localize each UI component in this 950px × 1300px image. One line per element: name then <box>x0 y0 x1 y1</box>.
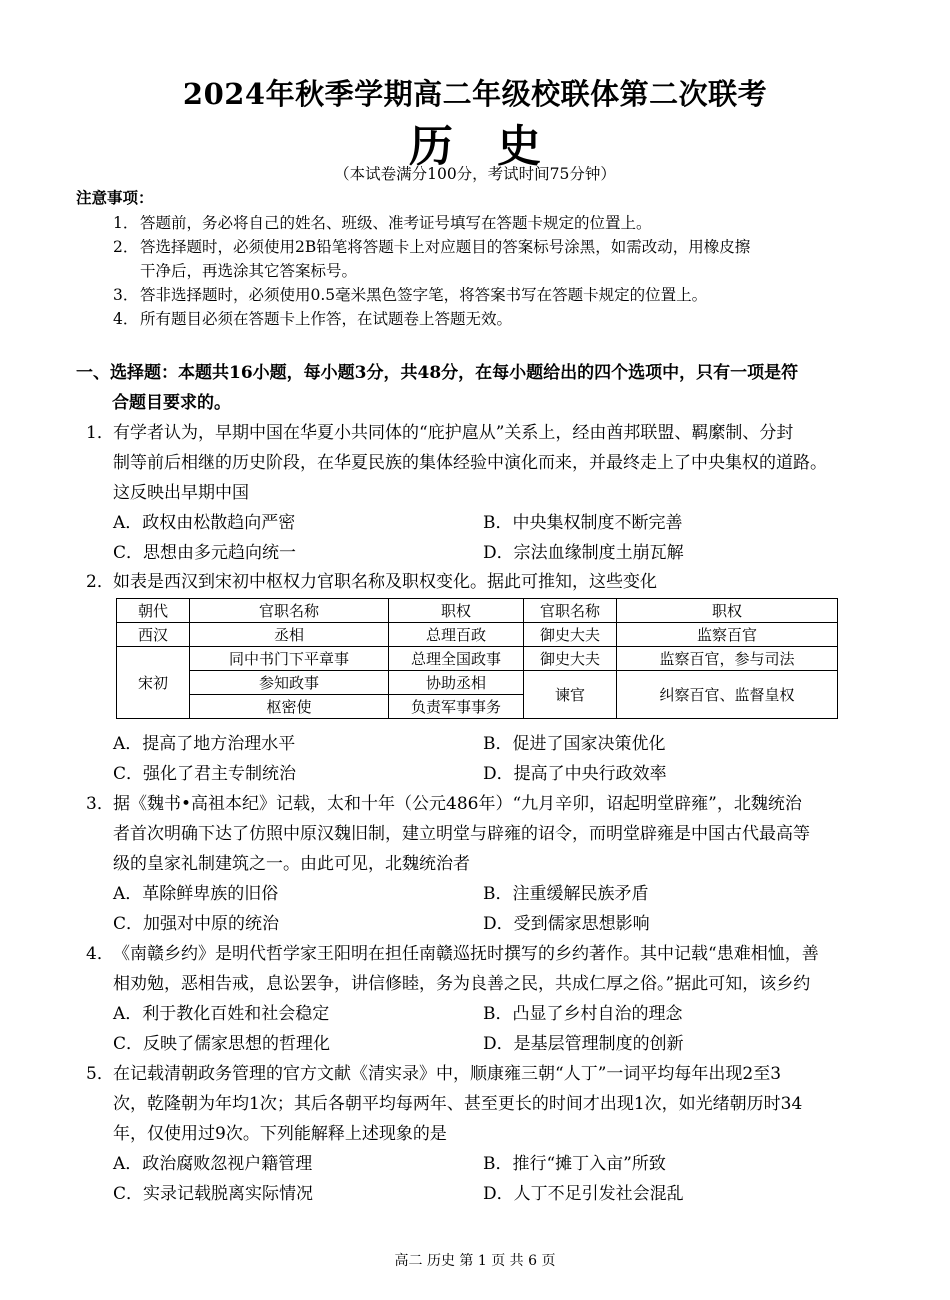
question-stem: 在记载清朝政务管理的官方文献《清实录》中，顺康雍三朝“人丁”一词平均每年出现2至3 <box>113 1064 782 1084</box>
question-stem: 据《魏书•高祖本纪》记载，太和十年（公元486年）“九月辛卯，诏起明堂辟雍”，北魏统治 <box>113 794 802 814</box>
option: D．提高了中央行政效率 <box>483 764 667 784</box>
question-stem: 次，乾隆朝为年均1次；其后各朝平均每两年、甚至更长的时间才出现1次，如光绪朝历时34 <box>113 1094 803 1114</box>
page-footer: 高二 历史 第 1 页 共 6 页 <box>394 1253 556 1269</box>
office-table <box>116 598 838 719</box>
option: A．政权由松散趋向严密 <box>113 513 296 533</box>
question-2 <box>86 567 876 597</box>
question-number: 5． <box>86 1064 114 1084</box>
option: C．反映了儒家思想的哲理化 <box>113 1034 331 1054</box>
option: A．革除鲜卑族的旧俗 <box>113 884 279 904</box>
table-cell: 御史大夫 <box>524 647 617 671</box>
subject-char-1: 历 <box>409 121 453 172</box>
table-header: 朝代 <box>117 599 190 623</box>
question-5-options <box>113 1149 873 1209</box>
section-line: 一、选择题：本题共16小题，每小题3分，共48分，在每小题给出的四个选项中，只有一项是符 <box>76 363 799 383</box>
table-cell: 协助丞相 <box>389 671 524 695</box>
notice-num: 1． <box>113 214 139 232</box>
question-number: 3． <box>86 794 114 814</box>
table-cell: 参知政事 <box>190 671 389 695</box>
question-4 <box>86 939 876 999</box>
option: B．中央集权制度不断完善 <box>483 513 683 533</box>
option: B．凸显了乡村自治的理念 <box>483 1004 683 1024</box>
option: A．政治腐败忽视户籍管理 <box>113 1154 313 1174</box>
question-stem: 级的皇家礼制建筑之一。由此可见，北魏统治者 <box>113 854 470 874</box>
table-cell: 总理百政 <box>389 623 524 647</box>
question-4-options <box>113 999 873 1059</box>
notice-text: 答题前，务必将自己的姓名、班级、准考证号填写在答题卡规定的位置上。 <box>140 214 652 232</box>
table-cell: 监察百官 <box>617 623 838 647</box>
exam-info: （本试卷满分100分，考试时间75分钟） <box>334 165 616 183</box>
option: B．推行“摊丁入亩”所致 <box>483 1154 666 1174</box>
table-header: 官职名称 <box>190 599 389 623</box>
exam-title: 2024年秋季学期高二年级校联体第二次联考 <box>182 77 768 111</box>
section-line: 合题目要求的。 <box>112 393 231 413</box>
question-stem: 如表是西汉到宋初中枢权力官职名称及职权变化。据此可推知，这些变化 <box>113 572 657 592</box>
subject-char-2: 史 <box>497 121 541 172</box>
question-1-options <box>113 508 873 568</box>
question-stem: 制等前后相继的历史阶段，在华夏民族的集体经验中演化而来，并最终走上了中央集权的道路。 <box>113 453 827 473</box>
table-cell: 宋初 <box>117 647 190 719</box>
question-1 <box>86 418 876 508</box>
option: C．强化了君主专制统治 <box>113 764 297 784</box>
notice-title: 注意事项： <box>76 188 154 207</box>
table-row <box>117 623 838 647</box>
option: A．提高了地方治理水平 <box>113 734 296 754</box>
table-header-row <box>117 599 838 623</box>
option: D．人丁不足引发社会混乱 <box>483 1184 684 1204</box>
table-header: 官职名称 <box>524 599 617 623</box>
table-cell: 纠察百官、监督皇权 <box>617 671 838 719</box>
question-stem: 者首次明确下达了仿照中原汉魏旧制，建立明堂与辟雍的诏令，而明堂辟雍是中国古代最高等 <box>113 824 810 844</box>
option: D．是基层管理制度的创新 <box>483 1034 684 1054</box>
table-cell: 负责军事事务 <box>389 695 524 719</box>
table-cell: 同中书门下平章事 <box>190 647 389 671</box>
option: D．受到儒家思想影响 <box>483 914 650 934</box>
option: B．注重缓解民族矛盾 <box>483 884 649 904</box>
option: C．思想由多元趋向统一 <box>113 543 297 563</box>
question-number: 2． <box>86 572 114 592</box>
question-stem: 这反映出早期中国 <box>113 483 249 503</box>
table-cell: 监察百官，参与司法 <box>617 647 838 671</box>
notice-text: 答选择题时，必须使用2B铅笔将答题卡上对应题目的答案标号涂黑，如需改动，用橡皮擦 <box>140 238 751 256</box>
question-5 <box>86 1059 876 1149</box>
notice-num: 3． <box>113 286 139 304</box>
table-cell: 枢密使 <box>190 695 389 719</box>
table-row <box>117 647 838 671</box>
notice-item <box>113 211 883 331</box>
question-number: 4． <box>86 944 114 964</box>
question-number: 1． <box>86 423 114 443</box>
table-cell: 总理全国政事 <box>389 647 524 671</box>
notice-text-cont: 干净后，再选涂其它答案标号。 <box>140 262 358 280</box>
table-header: 职权 <box>389 599 524 623</box>
table-row <box>117 671 838 695</box>
notice-num: 2． <box>113 238 139 256</box>
question-stem: 相劝勉，恶相告戒，息讼罢争，讲信修睦，务为良善之民，共成仁厚之俗。”据此可知，该乡约 <box>113 974 811 994</box>
option: D．宗法血缘制度土崩瓦解 <box>483 543 684 563</box>
notice-num: 4． <box>113 310 139 328</box>
table-header: 职权 <box>617 599 838 623</box>
table-cell: 丞相 <box>190 623 389 647</box>
table-cell: 西汉 <box>117 623 190 647</box>
notice-text: 所有题目必须在答题卡上作答，在试题卷上答题无效。 <box>140 310 513 328</box>
option: C．加强对中原的统治 <box>113 914 280 934</box>
question-2-options <box>113 729 873 789</box>
section-heading <box>76 358 876 418</box>
option: C．实录记载脱离实际情况 <box>113 1184 314 1204</box>
notice-text: 答非选择题时，必须使用0.5毫米黑色签字笔，将答案书写在答题卡规定的位置上。 <box>140 286 708 304</box>
question-stem: 年，仅使用过9次。下列能解释上述现象的是 <box>113 1124 447 1144</box>
option: B．促进了国家决策优化 <box>483 734 666 754</box>
table-cell: 御史大夫 <box>524 623 617 647</box>
table-cell: 谏官 <box>524 671 617 719</box>
question-stem: 有学者认为，早期中国在华夏小共同体的“庇护扈从”关系上，经由酋邦联盟、羁縻制、分封 <box>113 423 794 443</box>
question-3-options <box>113 879 873 939</box>
question-stem: 《南赣乡约》是明代哲学家王阳明在担任南赣巡抚时撰写的乡约著作。其中记载“患难相恤，善 <box>113 944 819 964</box>
question-3 <box>86 789 876 879</box>
option: A．利于教化百姓和社会稳定 <box>113 1004 330 1024</box>
